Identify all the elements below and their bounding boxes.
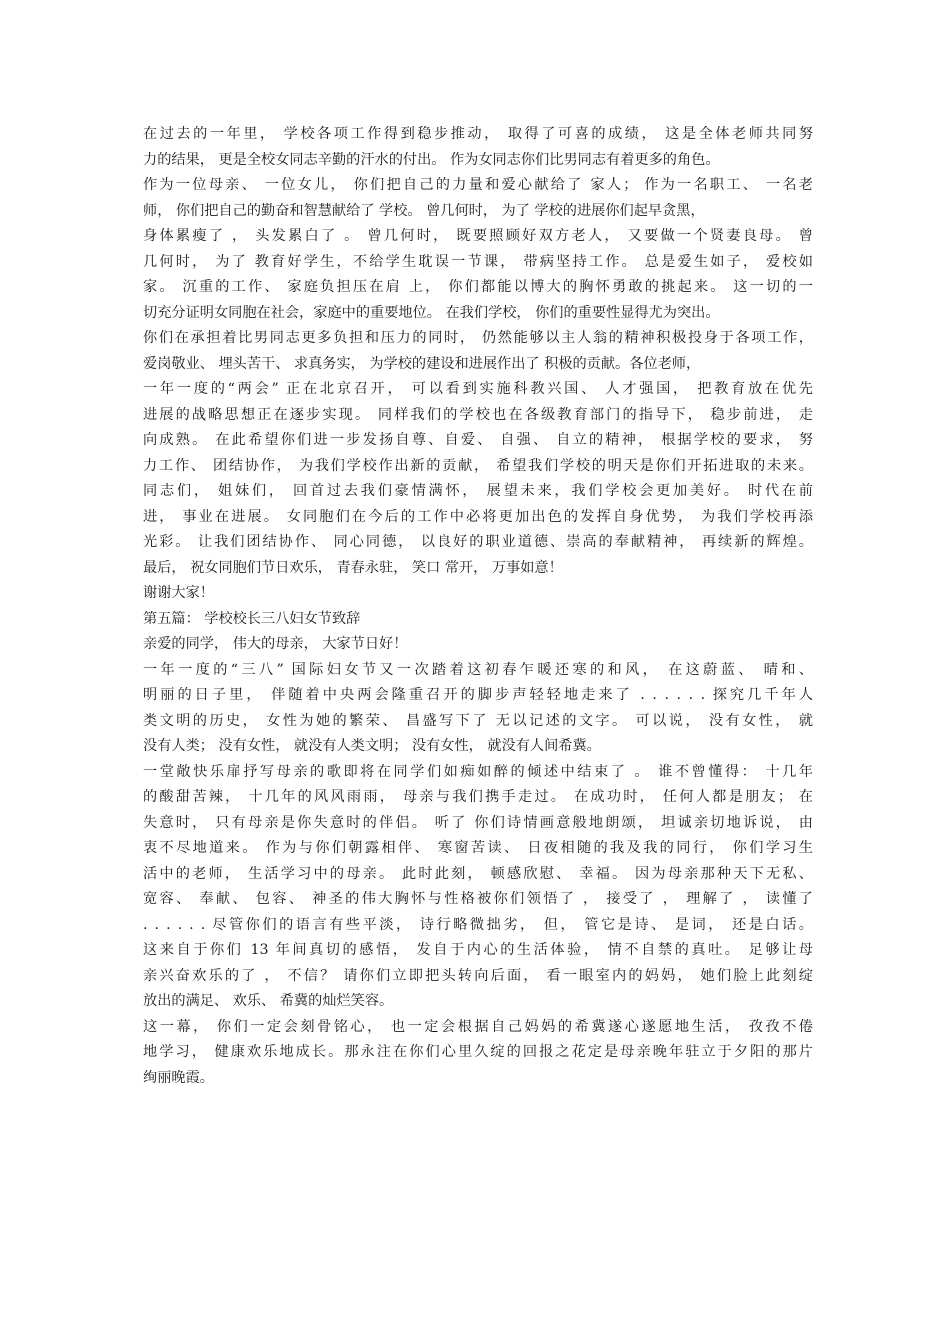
text-line: 师， 你们把自己的勤奋和智慧献给了 学校。 曾几何时， 为了 学校的进展你们起早贪黑， [143,202,705,219]
text-line: 身体累瘦了 ， 头发累白了 。 曾几何时， 既要照顾好双方老人， 又要做一个贤妻良母。 曾 [143,228,813,244]
text-line: 亲兴奋欢乐的了 ， 不信？ 请你们立即把头转向后面， 看一眼室内的妈妈， 她们脸上此刻绽 [143,967,813,984]
text-line: 类文明的历史， 女性为她的繁荣、 昌盛写下了 无以记述的文字。 可以说， 没有女性， 就 [143,712,813,729]
text-line: 一年一度的“两会” 正在北京召开， 可以看到实施科教兴国、 人才强国， 把教育放在优先 [143,381,813,397]
text-line: 力工作、 团结协作， 为我们学校作出新的贡献， 希望我们学校的明天是你们开拓进取的未来。 [143,457,813,474]
text-line: 绚丽晚霞。 [143,1069,214,1086]
text-line: 光彩。 让我们团结协作、 同心同德， 以良好的职业道德、崇高的奉献精神， 再续新的辉煌。 [143,534,813,550]
text-line: 宽容、 奉献、 包容、 神圣的伟大胸怀与性格被你们领悟了 ， 接受了 ， 理解了 ， 读懂了 [143,891,813,907]
text-line: 衷不尽地道来。 作为与你们朝露相伴、 寒窗苦读、 日夜相随的我及我的同行， 你们学习生 [143,840,813,856]
text-line: 亲爱的同学， 伟大的母亲， 大家节日好！ [143,636,408,652]
text-line: 你们在承担着比男同志更多负担和压力的同时， 仍然能够以主人翁的精神积极投身于各项工作， [143,330,813,346]
text-line: 一年一度的“三八” 国际妇女节又一次踏着这初春乍暖还寒的和风， 在这蔚蓝、 晴和、 [143,661,813,678]
text-line: 活中的老师， 生活学习中的母亲。 此时此刻， 顿感欣慰、 幸福。 因为母亲那种天下无私、 [143,865,813,882]
text-line: 的酸甜苦辣， 十几年的风风雨雨， 母亲与我们携手走过。 在成功时， 任何人都是朋友； 在 [143,789,813,805]
text-line: 一堂敞快乐扉抒写母亲的歌即将在同学们如痴如醉的倾述中结束了 。 谁不曾懂得： 十几年 [143,763,813,780]
text-line: 作为一位母亲、 一位女儿， 你们把自己的力量和爱心献给了 家人； 作为一名职工、 一名老 [143,177,813,193]
document-body [143,122,813,1091]
text-line: 放出的满足、 欢乐、 希冀的灿烂笑容。 [143,993,394,1009]
text-line: 地学习， 健康欢乐地成长。那永注在你们心里久绽的回报之花定是母亲晚年驻立于夕阳的那片 [143,1044,813,1060]
text-line: 没有人类； 没有女性， 就没有人类文明； 没有女性， 就没有人间希冀。 [143,738,601,754]
text-line: 谢谢大家！ [143,585,214,601]
text-line: 同志们， 姐妹们， 回首过去我们豪情满怀， 展望未来，我们学校会更加美好。 时代在前 [143,483,813,499]
text-line: 在过去的一年里， 学校各项工作得到稳步推动， 取得了可喜的成绩， 这是全体老师共同努 [143,126,813,142]
text-line: 失意时， 只有母亲是你失意时的伴侣。 听了 你们诗情画意般地朗颂， 坦诚亲切地诉说， 由 [143,814,813,831]
text-line: 这一幕， 你们一定会刻骨铭心， 也一定会根据自己妈妈的希冀遂心遂愿地生活， 孜孜不倦 [143,1018,813,1035]
text-line: . . . . . . 尽管你们的语言有些平淡， 诗行略微拙劣， 但， 管它是诗、 是词， 还是白话。 [143,916,813,933]
text-line: 进， 事业在进展。 女同胞们在今后的工作中必将更加出色的发挥自身优势， 为我们学校再添 [143,508,813,525]
text-line: 几何时， 为了 教育好学生，不给学生耽误一节课， 带病坚持工作。 总是爱生如子， 爱校如 [143,253,813,270]
text-line: 力的结果， 更是全校女同志辛勤的汗水的付出。 作为女同志你们比男同志有着更多的角色。 [143,151,720,168]
text-line: 第五篇： 学校校长三八妇女节致辞 [143,610,361,627]
text-line: 最后， 祝女同胞们节日欢乐， 青春永驻， 笑口 常开， 万事如意！ [143,559,563,576]
text-line: 进展的战略思想正在逐步实现。 同样我们的学校也在各级教育部门的指导下， 稳步前进， 走 [143,406,813,423]
text-line: 切充分证明女同胞在社会，家庭中的重要地位。 在我们学校， 你们的重要性显得尤为突出。 [143,304,720,321]
text-line: 家。 沉重的工作、 家庭负担压在肩 上， 你们都能以博大的胸怀勇敢的挑起来。 这一切的一 [143,279,813,295]
text-line: 爱岗敬业、 埋头苦干、 求真务实， 为学校的建设和进展作出了 积极的贡献。各位老师， [143,355,701,372]
text-line: 向成熟。 在此希望你们进一步发扬自尊、自爱、 自强、 自立的精神， 根据学校的要求， 努 [143,432,813,448]
text-line: 明丽的日子里， 伴随着中央两会隆重召开的脚步声轻轻地走来了 . . . . . . 探究几千年人 [143,687,813,703]
text-line: 这来自于你们 13 年间真切的感悟， 发自于内心的生活体验， 情不自禁的真吐。 足够让母 [143,942,813,958]
